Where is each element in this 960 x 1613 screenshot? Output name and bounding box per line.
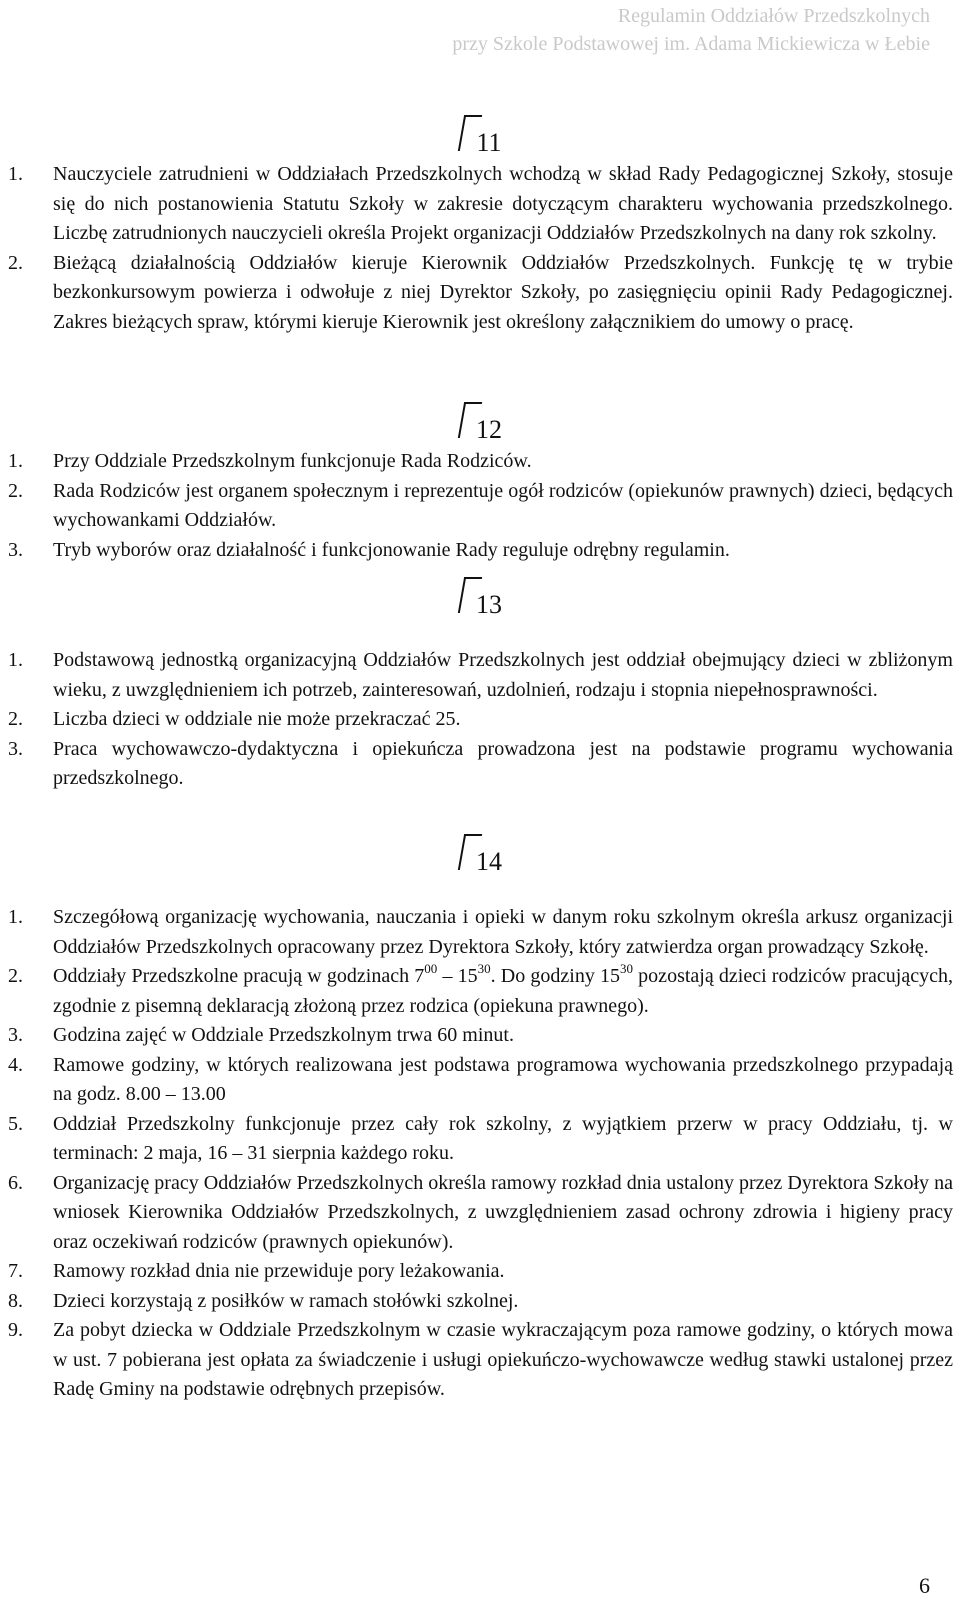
section-heading bbox=[0, 127, 960, 159]
section-heading bbox=[0, 846, 960, 878]
list-item: 3. Godzina zajęć w Oddziale Przedszkolnym trwa 60 minut. bbox=[8, 1024, 514, 1046]
list-item: 1. Szczegółową organizację wychowania, nauczania i opieki w danym roku szkolnym określa arkusz organizacji Oddziałów Przedszkolnych opracowany przez Dyrektora Szkoły, który zatwierdza organ prowadzący Szkołę. bbox=[8, 906, 953, 958]
section-sign-icon bbox=[461, 115, 471, 155]
list-item: 2. Rada Rodziców jest organem społecznym i reprezentuje ogół rodziców (opiekunów prawnych) dzieci, będących wychowankami Oddziałów. bbox=[8, 479, 953, 531]
section-14 bbox=[0, 846, 960, 1405]
section-number: 14 bbox=[476, 847, 502, 876]
section-number: 12 bbox=[476, 415, 502, 444]
section-heading bbox=[0, 414, 960, 446]
section-sign-icon bbox=[461, 577, 471, 617]
header-line-2: przy Szkole Podstawowej im. Adama Mickiewicza w Łebie bbox=[452, 33, 930, 55]
list-item: 1. Podstawową jednostką organizacyjną Oddziałów Przedszkolnych jest oddział obejmujący dzieci w zbliżonym wieku, z uwzględnieniem ich potrzeb, zainteresowań, uzdolnień, rodzaju i stopnia niepełnosprawności. bbox=[8, 649, 953, 701]
list-item: 2. Bieżącą działalnością Oddziałów kieruje Kierownik Oddziałów Przedszkolnych. Funkcję tę w trybie bezkonkursowym powierza i odwołuje z niej Dyrektor Szkoły, po zasięgnięciu opinii Rady Pedagogicznej. Zakres bieżących spraw, którymi kieruje Kierownik jest określony załącznikiem do umowy o pracę. bbox=[8, 251, 953, 333]
list-item: 1. Przy Oddziale Przedszkolnym funkcjonuje Rada Rodziców. bbox=[8, 450, 532, 472]
section-sign-icon bbox=[461, 834, 471, 874]
list-item: 4. Ramowe godziny, w których realizowana jest podstawa programowa wychowania przedszkolnego przypadają na godz. 8.00 – 13.00 bbox=[8, 1053, 953, 1105]
list-item: 9. Za pobyt dziecka w Oddziale Przedszkolnym w czasie wykraczającym poza ramowe godziny, o których mowa w ust. 7 pobierana jest opłata za świadczenie i usługi opiekuńczo-wychowawcze według stawki ustalonej przez Radę Gminy na podstawie odrębnych przepisów. bbox=[8, 1319, 953, 1400]
section-13-list bbox=[0, 646, 960, 794]
list-item: 5. Oddział Przedszkolny funkcjonuje przez cały rok szkolny, z wyjątkiem przerw w pracy Oddziału, tj. w terminach: 2 maja, 16 – 31 sierpnia każdego roku. bbox=[8, 1112, 953, 1164]
section-12-list bbox=[0, 447, 960, 565]
list-item: 8. Dzieci korzystają z posiłków w ramach stołówki szkolnej. bbox=[8, 1289, 519, 1312]
section-11-list bbox=[0, 160, 960, 337]
section-number: 11 bbox=[476, 128, 502, 157]
section-14-list bbox=[0, 903, 960, 1405]
list-item: 3. Praca wychowawczo-dydaktyczna i opiekuńcza prowadzona jest na podstawie programu wychowania przedszkolnego. bbox=[8, 737, 953, 789]
running-header bbox=[452, 2, 930, 58]
section-13 bbox=[0, 589, 960, 794]
section-12 bbox=[0, 414, 960, 565]
list-item: 2. Liczba dzieci w oddziale nie może przekraczać 25. bbox=[8, 708, 461, 730]
list-item: 1. Nauczyciele zatrudnieni w Oddziałach Przedszkolnych wchodzą w skład Rady Pedagogicznej Szkoły, stosuje się do nich postanowienia Statutu Szkoły w zakresie dotyczącym charakteru wychowania przedszkolnego. Liczbę zatrudnionych nauczycieli określa Projekt organizacji Oddziałów Przedszkolnych na dany rok szkolny. bbox=[8, 163, 953, 244]
list-item: 7. Ramowy rozkład dnia nie przewiduje pory leżakowania. bbox=[8, 1260, 505, 1282]
section-heading bbox=[0, 589, 960, 621]
section-number: 13 bbox=[476, 590, 502, 619]
section-11 bbox=[0, 127, 960, 337]
list-item: 6. Organizację pracy Oddziałów Przedszkolnych określa ramowy rozkład dnia ustalony przez Dyrektora Szkoły na wniosek Kierownika Oddziałów Przedszkolnych, z uwzględnieniem zasad ochrony zdrowia i higieny pracy oraz oczekiwań rodziców (prawnych opiekunów). bbox=[8, 1171, 953, 1253]
header-line-1: Regulamin Oddziałów Przedszkolnych bbox=[617, 5, 930, 27]
list-item: 3. Tryb wyborów oraz działalność i funkcjonowanie Rady reguluje odrębny regulamin. bbox=[8, 538, 730, 561]
page-number: 6 bbox=[919, 1573, 930, 1598]
section-sign-icon bbox=[461, 402, 471, 442]
list-item: 2. Oddziały Przedszkolne pracują w godzinach $7^{00} - 15^{30}$. Do godziny $15^{30}$ pozostają dzieci rodziców pracujących, zgodnie z pisemną deklaracją złożoną przez rodzica (opiekuna prawnego). bbox=[8, 961, 953, 1017]
